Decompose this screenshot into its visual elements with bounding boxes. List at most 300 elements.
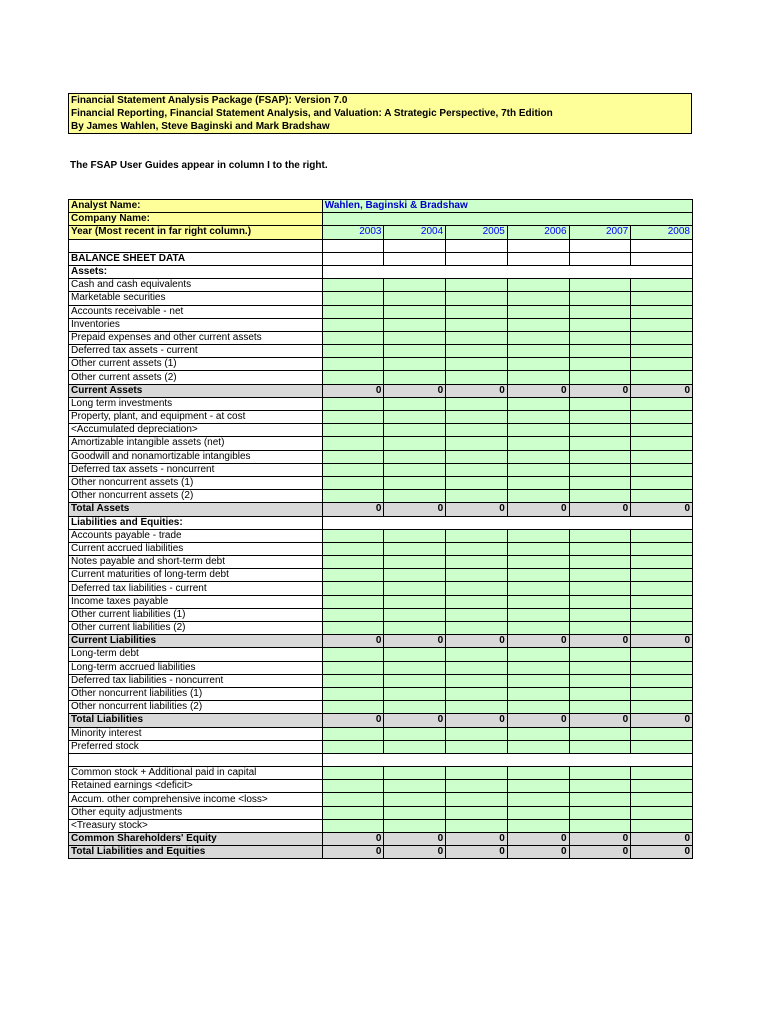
total-cell[interactable]: 0 [569, 846, 631, 859]
input-cell[interactable] [384, 463, 446, 476]
total-cell[interactable]: 0 [384, 384, 446, 397]
year-cell[interactable]: 2007 [569, 226, 631, 239]
total-cell[interactable]: 0 [384, 503, 446, 516]
input-cell[interactable] [446, 648, 508, 661]
input-cell[interactable] [446, 437, 508, 450]
row-label: Total Assets [69, 503, 323, 516]
year-cell[interactable]: 2006 [507, 226, 569, 239]
input-cell[interactable] [446, 397, 508, 410]
input-cell[interactable] [569, 529, 631, 542]
year-cell[interactable]: 2003 [322, 226, 384, 239]
input-cell[interactable] [569, 793, 631, 806]
input-cell[interactable] [569, 292, 631, 305]
input-cell[interactable] [631, 661, 693, 674]
input-cell[interactable] [384, 819, 446, 832]
total-cell[interactable]: 0 [569, 635, 631, 648]
input-cell[interactable] [507, 727, 569, 740]
input-cell[interactable] [322, 819, 384, 832]
input-cell[interactable] [446, 674, 508, 687]
input-cell[interactable] [384, 450, 446, 463]
input-cell[interactable] [507, 424, 569, 437]
input-cell[interactable] [631, 463, 693, 476]
input-cell[interactable] [569, 661, 631, 674]
total-cell[interactable]: 0 [384, 846, 446, 859]
input-cell[interactable] [446, 793, 508, 806]
input-cell[interactable] [569, 582, 631, 595]
input-cell[interactable] [322, 305, 384, 318]
input-cell[interactable] [322, 582, 384, 595]
input-cell[interactable] [507, 358, 569, 371]
input-cell[interactable] [569, 767, 631, 780]
input-cell[interactable] [631, 490, 693, 503]
table-row [69, 780, 693, 793]
input-cell[interactable] [446, 701, 508, 714]
total-cell[interactable]: 0 [631, 635, 693, 648]
table-row [69, 714, 693, 727]
input-cell[interactable] [322, 727, 384, 740]
row-label: Preferred stock [69, 740, 323, 753]
row-label: Total Liabilities [69, 714, 323, 727]
input-cell[interactable] [322, 463, 384, 476]
total-cell[interactable]: 0 [446, 503, 508, 516]
input-cell[interactable] [507, 476, 569, 489]
input-cell[interactable] [569, 437, 631, 450]
total-cell[interactable]: 0 [631, 503, 693, 516]
input-cell[interactable] [384, 279, 446, 292]
year-cell[interactable]: 2004 [384, 226, 446, 239]
total-cell[interactable]: 0 [446, 635, 508, 648]
input-cell[interactable] [507, 305, 569, 318]
input-cell[interactable] [507, 793, 569, 806]
input-cell[interactable] [322, 767, 384, 780]
table-row [69, 846, 693, 859]
input-cell[interactable] [322, 397, 384, 410]
input-cell[interactable] [507, 569, 569, 582]
input-cell[interactable] [384, 806, 446, 819]
input-cell[interactable] [507, 740, 569, 753]
input-cell[interactable] [446, 542, 508, 555]
spacer-cell[interactable] [631, 239, 693, 252]
input-cell[interactable] [384, 793, 446, 806]
input-cell[interactable] [631, 701, 693, 714]
input-cell[interactable] [446, 740, 508, 753]
total-cell[interactable]: 0 [384, 833, 446, 846]
row-label: Other noncurrent liabilities (2) [69, 701, 323, 714]
input-cell[interactable] [446, 371, 508, 384]
input-cell[interactable] [322, 608, 384, 621]
spacer-cell[interactable] [446, 239, 508, 252]
total-cell[interactable]: 0 [384, 635, 446, 648]
year-cell[interactable]: 2005 [446, 226, 508, 239]
input-cell[interactable] [507, 674, 569, 687]
total-cell[interactable]: 0 [446, 846, 508, 859]
total-cell[interactable]: 0 [507, 635, 569, 648]
spacer-cell[interactable] [507, 252, 569, 265]
input-cell[interactable] [569, 542, 631, 555]
input-cell[interactable] [569, 556, 631, 569]
input-cell[interactable] [446, 411, 508, 424]
spacer-cell[interactable] [569, 252, 631, 265]
row-label: Common stock + Additional paid in capital [69, 767, 323, 780]
input-cell[interactable] [322, 476, 384, 489]
input-cell[interactable] [631, 331, 693, 344]
total-cell[interactable]: 0 [631, 384, 693, 397]
input-cell[interactable] [446, 661, 508, 674]
total-cell[interactable]: 0 [631, 714, 693, 727]
total-cell[interactable]: 0 [322, 635, 384, 648]
input-cell[interactable] [446, 595, 508, 608]
row-label: Long-term accrued liabilities [69, 661, 323, 674]
input-cell[interactable] [384, 529, 446, 542]
table-row [69, 516, 693, 529]
total-cell[interactable]: 0 [631, 846, 693, 859]
input-cell[interactable] [569, 608, 631, 621]
input-cell[interactable] [507, 780, 569, 793]
spacer-cell[interactable] [322, 239, 384, 252]
input-cell[interactable] [384, 674, 446, 687]
input-cell[interactable] [631, 424, 693, 437]
input-cell[interactable] [384, 424, 446, 437]
input-cell[interactable] [384, 595, 446, 608]
input-cell[interactable] [507, 806, 569, 819]
input-cell[interactable] [322, 793, 384, 806]
input-cell[interactable] [631, 648, 693, 661]
input-cell[interactable] [507, 331, 569, 344]
input-cell[interactable] [631, 727, 693, 740]
year-label: Year (Most recent in far right column.) [69, 226, 323, 239]
input-cell[interactable] [569, 305, 631, 318]
input-cell[interactable] [631, 595, 693, 608]
input-cell[interactable] [384, 661, 446, 674]
total-cell[interactable]: 0 [569, 714, 631, 727]
input-cell[interactable] [446, 463, 508, 476]
table-row [69, 674, 693, 687]
input-cell[interactable] [322, 569, 384, 582]
input-cell[interactable] [569, 806, 631, 819]
input-cell[interactable] [322, 292, 384, 305]
total-cell[interactable]: 0 [507, 384, 569, 397]
input-cell[interactable] [507, 648, 569, 661]
input-cell[interactable] [507, 701, 569, 714]
table-row [69, 265, 693, 278]
input-cell[interactable] [384, 727, 446, 740]
table-row [69, 292, 693, 305]
input-cell[interactable] [631, 819, 693, 832]
total-cell[interactable]: 0 [569, 833, 631, 846]
row-label: Current maturities of long-term debt [69, 569, 323, 582]
input-cell[interactable] [631, 793, 693, 806]
input-cell[interactable] [569, 727, 631, 740]
input-cell[interactable] [507, 411, 569, 424]
input-cell[interactable] [569, 780, 631, 793]
input-cell[interactable] [322, 556, 384, 569]
input-cell[interactable] [322, 780, 384, 793]
input-cell[interactable] [569, 450, 631, 463]
input-cell[interactable] [569, 358, 631, 371]
input-cell[interactable] [446, 450, 508, 463]
input-cell[interactable] [322, 345, 384, 358]
input-cell[interactable] [384, 318, 446, 331]
total-cell[interactable]: 0 [322, 714, 384, 727]
input-cell[interactable] [322, 806, 384, 819]
input-cell[interactable] [384, 608, 446, 621]
input-cell[interactable] [507, 318, 569, 331]
input-cell[interactable] [384, 345, 446, 358]
input-cell[interactable] [446, 292, 508, 305]
section-head-cell[interactable] [322, 265, 692, 278]
input-cell[interactable] [384, 687, 446, 700]
input-cell[interactable] [631, 806, 693, 819]
input-cell[interactable] [384, 569, 446, 582]
input-cell[interactable] [384, 305, 446, 318]
section-title: BALANCE SHEET DATA [69, 252, 323, 265]
input-cell[interactable] [569, 345, 631, 358]
input-cell[interactable] [322, 740, 384, 753]
input-cell[interactable] [322, 318, 384, 331]
input-cell[interactable] [384, 437, 446, 450]
total-cell[interactable]: 0 [322, 846, 384, 859]
spacer-cell[interactable] [569, 239, 631, 252]
input-cell[interactable] [384, 542, 446, 555]
input-cell[interactable] [631, 450, 693, 463]
input-cell[interactable] [631, 305, 693, 318]
input-cell[interactable] [569, 318, 631, 331]
input-cell[interactable] [446, 305, 508, 318]
row-label: Current Liabilities [69, 635, 323, 648]
input-cell[interactable] [446, 767, 508, 780]
input-cell[interactable] [384, 556, 446, 569]
input-cell[interactable] [384, 331, 446, 344]
input-cell[interactable] [322, 687, 384, 700]
input-cell[interactable] [569, 411, 631, 424]
input-cell[interactable] [446, 582, 508, 595]
input-cell[interactable] [507, 437, 569, 450]
input-cell[interactable] [569, 687, 631, 700]
input-cell[interactable] [631, 622, 693, 635]
year-cell[interactable]: 2008 [631, 226, 693, 239]
input-cell[interactable] [446, 780, 508, 793]
input-cell[interactable] [507, 279, 569, 292]
balance-sheet-table [68, 199, 693, 859]
input-cell[interactable] [446, 569, 508, 582]
input-cell[interactable] [507, 490, 569, 503]
input-cell[interactable] [631, 569, 693, 582]
input-cell[interactable] [569, 463, 631, 476]
input-cell[interactable] [631, 318, 693, 331]
input-cell[interactable] [631, 345, 693, 358]
blank-cell[interactable] [322, 753, 692, 766]
total-cell[interactable]: 0 [569, 503, 631, 516]
input-cell[interactable] [507, 687, 569, 700]
spacer-cell[interactable] [384, 252, 446, 265]
spacer-cell[interactable] [322, 252, 384, 265]
table-row [69, 806, 693, 819]
input-cell[interactable] [507, 819, 569, 832]
input-cell[interactable] [384, 358, 446, 371]
input-cell[interactable] [569, 279, 631, 292]
input-cell[interactable] [322, 331, 384, 344]
total-cell[interactable]: 0 [446, 833, 508, 846]
input-cell[interactable] [446, 490, 508, 503]
input-cell[interactable] [569, 397, 631, 410]
row-label: Other noncurrent assets (2) [69, 490, 323, 503]
input-cell[interactable] [446, 727, 508, 740]
input-cell[interactable] [507, 622, 569, 635]
input-cell[interactable] [631, 608, 693, 621]
input-cell[interactable] [631, 780, 693, 793]
total-cell[interactable]: 0 [322, 384, 384, 397]
input-cell[interactable] [384, 371, 446, 384]
input-cell[interactable] [446, 279, 508, 292]
input-cell[interactable] [384, 648, 446, 661]
input-cell[interactable] [384, 582, 446, 595]
input-cell[interactable] [322, 437, 384, 450]
input-cell[interactable] [507, 542, 569, 555]
input-cell[interactable] [322, 358, 384, 371]
input-cell[interactable] [631, 476, 693, 489]
input-cell[interactable] [322, 622, 384, 635]
input-cell[interactable] [631, 740, 693, 753]
input-cell[interactable] [384, 701, 446, 714]
input-cell[interactable] [631, 542, 693, 555]
input-cell[interactable] [569, 569, 631, 582]
input-cell[interactable] [446, 331, 508, 344]
input-cell[interactable] [384, 411, 446, 424]
row-label: Long term investments [69, 397, 323, 410]
input-cell[interactable] [446, 819, 508, 832]
table-row [69, 793, 693, 806]
input-cell[interactable] [569, 701, 631, 714]
input-cell[interactable] [384, 767, 446, 780]
table-row [69, 569, 693, 582]
input-cell[interactable] [507, 608, 569, 621]
input-cell[interactable] [507, 292, 569, 305]
input-cell[interactable] [569, 331, 631, 344]
total-cell[interactable]: 0 [322, 833, 384, 846]
total-cell[interactable]: 0 [507, 833, 569, 846]
input-cell[interactable] [322, 701, 384, 714]
input-cell[interactable] [446, 424, 508, 437]
total-cell[interactable]: 0 [631, 833, 693, 846]
input-cell[interactable] [322, 529, 384, 542]
input-cell[interactable] [446, 622, 508, 635]
input-cell[interactable] [384, 622, 446, 635]
input-cell[interactable] [569, 622, 631, 635]
input-cell[interactable] [631, 687, 693, 700]
input-cell[interactable] [322, 661, 384, 674]
spacer-cell[interactable] [384, 239, 446, 252]
table-row [69, 358, 693, 371]
input-cell[interactable] [446, 529, 508, 542]
input-cell[interactable] [384, 780, 446, 793]
input-cell[interactable] [569, 648, 631, 661]
input-cell[interactable] [322, 279, 384, 292]
input-cell[interactable] [446, 687, 508, 700]
total-cell[interactable]: 0 [446, 714, 508, 727]
input-cell[interactable] [631, 767, 693, 780]
input-cell[interactable] [322, 411, 384, 424]
input-cell[interactable] [384, 292, 446, 305]
total-cell[interactable]: 0 [446, 384, 508, 397]
input-cell[interactable] [507, 556, 569, 569]
input-cell[interactable] [507, 345, 569, 358]
input-cell[interactable] [322, 371, 384, 384]
input-cell[interactable] [507, 397, 569, 410]
input-cell[interactable] [446, 476, 508, 489]
total-cell[interactable]: 0 [507, 714, 569, 727]
input-cell[interactable] [631, 556, 693, 569]
spacer-cell[interactable] [631, 252, 693, 265]
input-cell[interactable] [631, 529, 693, 542]
spacer-cell[interactable] [507, 239, 569, 252]
company-name-cell[interactable] [322, 213, 692, 226]
input-cell[interactable] [569, 424, 631, 437]
input-cell[interactable] [507, 371, 569, 384]
input-cell[interactable] [631, 292, 693, 305]
input-cell[interactable] [384, 490, 446, 503]
input-cell[interactable] [446, 358, 508, 371]
input-cell[interactable] [631, 358, 693, 371]
input-cell[interactable] [322, 648, 384, 661]
total-cell[interactable]: 0 [569, 384, 631, 397]
input-cell[interactable] [569, 819, 631, 832]
input-cell[interactable] [507, 529, 569, 542]
row-label: Income taxes payable [69, 595, 323, 608]
input-cell[interactable] [322, 674, 384, 687]
input-cell[interactable] [631, 411, 693, 424]
section-head-cell[interactable] [322, 516, 692, 529]
input-cell[interactable] [322, 490, 384, 503]
input-cell[interactable] [446, 608, 508, 621]
input-cell[interactable] [631, 582, 693, 595]
input-cell[interactable] [569, 476, 631, 489]
input-cell[interactable] [322, 595, 384, 608]
input-cell[interactable] [631, 674, 693, 687]
input-cell[interactable] [507, 582, 569, 595]
input-cell[interactable] [569, 490, 631, 503]
spacer-cell[interactable] [446, 252, 508, 265]
input-cell[interactable] [569, 595, 631, 608]
input-cell[interactable] [446, 806, 508, 819]
input-cell[interactable] [507, 463, 569, 476]
input-cell[interactable] [446, 345, 508, 358]
input-cell[interactable] [631, 397, 693, 410]
input-cell[interactable] [384, 397, 446, 410]
total-cell[interactable]: 0 [507, 503, 569, 516]
input-cell[interactable] [569, 740, 631, 753]
input-cell[interactable] [446, 556, 508, 569]
total-cell[interactable]: 0 [507, 846, 569, 859]
input-cell[interactable] [446, 318, 508, 331]
total-cell[interactable]: 0 [384, 714, 446, 727]
input-cell[interactable] [507, 767, 569, 780]
input-cell[interactable] [322, 542, 384, 555]
input-cell[interactable] [507, 595, 569, 608]
input-cell[interactable] [631, 279, 693, 292]
input-cell[interactable] [631, 437, 693, 450]
input-cell[interactable] [384, 740, 446, 753]
analyst-name-cell[interactable]: Wahlen, Baginski & Bradshaw [322, 200, 692, 213]
input-cell[interactable] [569, 674, 631, 687]
input-cell[interactable] [569, 371, 631, 384]
input-cell[interactable] [384, 476, 446, 489]
input-cell[interactable] [631, 371, 693, 384]
input-cell[interactable] [322, 450, 384, 463]
input-cell[interactable] [322, 424, 384, 437]
input-cell[interactable] [507, 450, 569, 463]
input-cell[interactable] [507, 661, 569, 674]
total-cell[interactable]: 0 [322, 503, 384, 516]
